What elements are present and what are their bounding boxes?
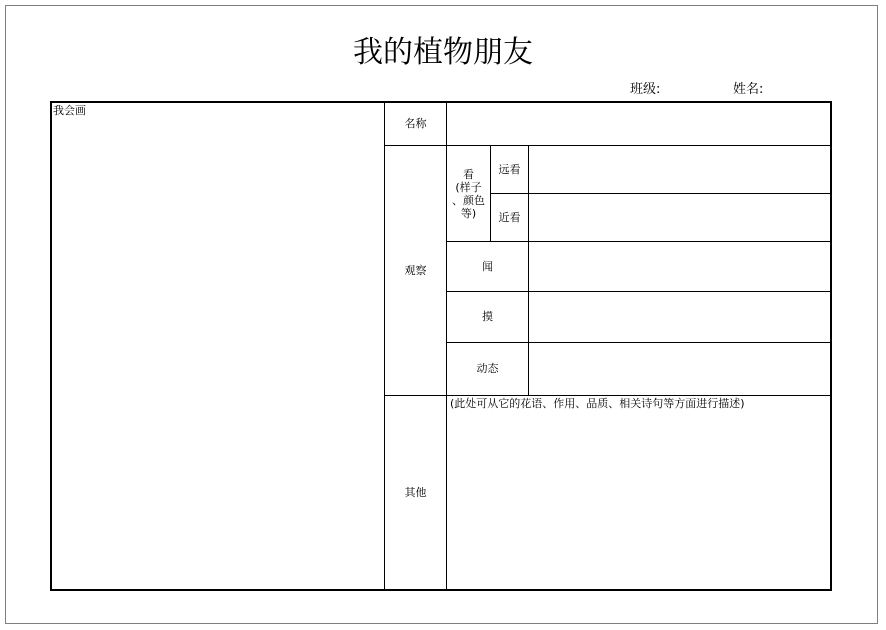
touch-field[interactable] (529, 292, 830, 342)
rule-below-observe (384, 395, 832, 396)
near-look-label: 近看 (498, 210, 521, 224)
plant-name-field[interactable] (447, 102, 830, 145)
far-look-label: 远看 (498, 162, 521, 176)
look-label: 看 (样子 、颜色 等) (452, 167, 485, 220)
drawing-area-label: 我会画 (53, 104, 86, 117)
observation-form (50, 101, 832, 591)
student-name-label: 姓名: (733, 82, 764, 97)
class-label: 班级: (630, 82, 661, 97)
plant-name-label: 名称 (404, 116, 427, 130)
movement-field[interactable] (529, 343, 830, 395)
smell-label: 闻 (482, 259, 493, 273)
page-title: 我的植物朋友 (353, 35, 533, 70)
other-label: 其他 (404, 485, 427, 499)
touch-label: 摸 (482, 310, 493, 323)
far-look-field[interactable] (529, 146, 830, 193)
other-hint: (此处可从它的花语、作用、品质、相关诗句等方面进行描述) (450, 397, 745, 410)
movement-label: 动态 (476, 362, 499, 375)
near-look-field[interactable] (529, 194, 830, 241)
smell-field[interactable] (529, 242, 830, 291)
observe-label: 观察 (404, 263, 427, 277)
